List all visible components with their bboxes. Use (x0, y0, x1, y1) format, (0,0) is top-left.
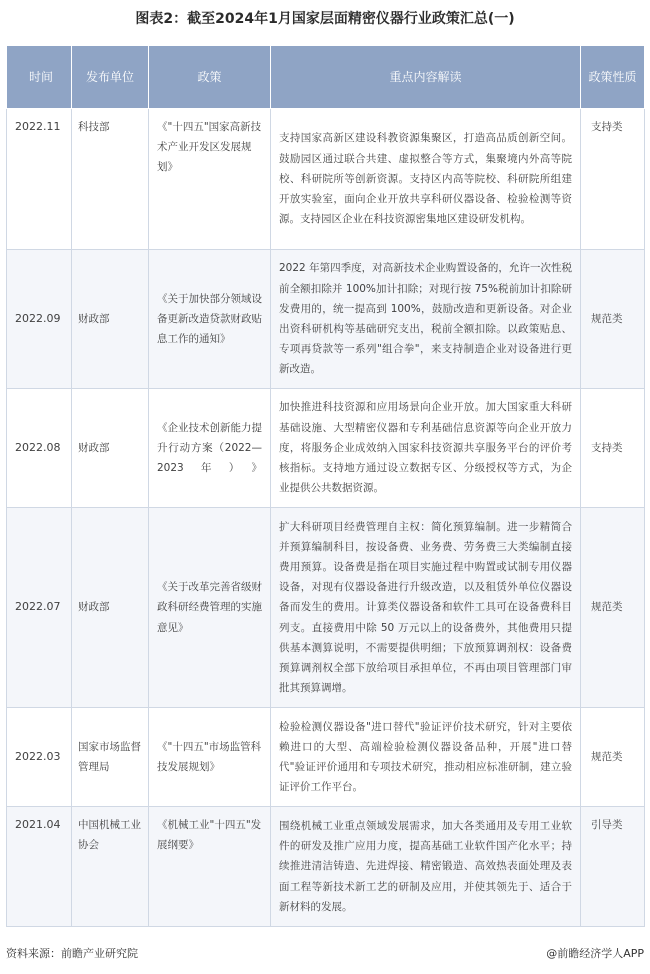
row-nature: 规范类 (581, 708, 645, 807)
row-issuer: 财政部 (72, 250, 149, 389)
row-issuer: 财政部 (72, 389, 149, 508)
table-row (7, 508, 645, 708)
source-note: 资料来源：前瞻产业研究院 (6, 947, 138, 960)
row-content: 检验检测仪器设备"进口替代"验证评价技术研究，针对主要依赖进口的大型、高端检验检测仪器设备品种，开展"进口替代"验证评价通用和专项技术研究，推动相应标准研制，建立验证评价工作平台。 (271, 708, 581, 807)
row-nature: 规范类 (581, 250, 645, 389)
footer (6, 945, 644, 961)
row-time: 2022.07 (7, 508, 72, 708)
row-policy: 《企业技术创新能力提升行动方案（2022—2023年）》 (149, 389, 271, 508)
row-policy: 《机械工业"十四五"发展纲要》 (149, 807, 271, 927)
header-nature: 政策性质 (581, 46, 645, 109)
row-policy: 《关于加快部分领域设备更新改造贷款财政贴息工作的通知》 (149, 250, 271, 389)
row-content: 2022 年第四季度，对高新技术企业购置设备的，允许一次性税前全额扣除并 100%加计扣除；对现行按 75%税前加计扣除研发费用的，统一提高到 100%，鼓励改造和更新设备。对企业出资科研机构等基础研究支出，税前全额扣除。以政策贴息、专项再贷款等一系列"组合拳"，来支持制造企业对设备进行更新改造。 (271, 250, 581, 389)
header-issuer: 发布单位 (72, 46, 149, 109)
row-issuer: 财政部 (72, 508, 149, 708)
table-row (7, 708, 645, 807)
table-row (7, 807, 645, 927)
row-nature: 规范类 (581, 508, 645, 708)
row-content: 扩大科研项目经费管理自主权：简化预算编制。进一步精简合并预算编制科目，按设备费、业务费、劳务费三大类编制直接费用预算。设备费是指在项目实施过程中购置或试制专用仪器设备，对现有仪器设备进行升级改造，以及租赁外单位仪器设备而发生的费用。计算类仪器设备和软件工具可在设备费科目列支。直接费用中除 50 万元以上的设备费外，其他费用只提供基本测算说明，不需要提供明细；下放预算调剂权：设备费预算调剂权全部下放给项目承担单位，不再由项目管理部门审批其预算调增。 (271, 508, 581, 708)
row-content: 支持国家高新区建设科教资源集聚区，打造高品质创新空间。鼓励园区通过联合共建、虚拟整合等方式，集聚境内外高等院校、科研院所等创新资源。支持区内高等院校、科研院所组建开放实验室，面向企业开放共享科研仪器设备、检验检测等资源。支持园区企业在科技资源密集地区建设研发机构。 (271, 109, 581, 250)
row-time: 2021.04 (7, 807, 72, 927)
row-issuer: 国家市场监督管理局 (72, 708, 149, 807)
row-nature: 支持类 (581, 389, 645, 508)
row-policy: 《"十四五"国家高新技术产业开发区发展规划》 (149, 109, 271, 250)
table-row (7, 109, 645, 250)
row-issuer: 科技部 (72, 109, 149, 250)
table-row (7, 389, 645, 508)
row-issuer: 中国机械工业协会 (72, 807, 149, 927)
table-row (7, 250, 645, 389)
row-content: 围绕机械工业重点领域发展需求，加大各类通用及专用工业软件的研发及推广应用力度，提高基础工业软件国产化水平；持续推进清洁铸造、先进焊接、精密锻造、高效热表面处理及表面工程等新技术新工艺的研制及应用，并使其领先于、适合于新材料的发展。 (271, 807, 581, 927)
brand-credit: @前瞻经济学人APP (546, 947, 644, 960)
row-nature: 引导类 (581, 807, 645, 927)
header-policy: 政策 (149, 46, 271, 109)
row-content: 加快推进科技资源和应用场景向企业开放。加大国家重大科研基础设施、大型精密仪器和专利基础信息资源等向企业开放力度，将服务企业成效纳入国家科技资源共享服务平台的评价考核指标。支持地方通过设立数据专区、分级授权等方式，为企业提供公共数据资源。 (271, 389, 581, 508)
header-time: 时间 (7, 46, 72, 109)
row-time: 2022.03 (7, 708, 72, 807)
row-policy: 《关于改革完善省级财政科研经费管理的实施意见》 (149, 508, 271, 708)
header-content: 重点内容解读 (271, 46, 581, 109)
policy-table (6, 45, 645, 927)
row-policy: 《"十四五"市场监管科技发展规划》 (149, 708, 271, 807)
row-time: 2022.11 (7, 109, 72, 250)
figure-title: 图表2：截至2024年1月国家层面精密仪器行业政策汇总(一) (135, 11, 515, 27)
row-time: 2022.09 (7, 250, 72, 389)
row-time: 2022.08 (7, 389, 72, 508)
table-header-row (7, 46, 645, 109)
row-nature: 支持类 (581, 109, 645, 250)
